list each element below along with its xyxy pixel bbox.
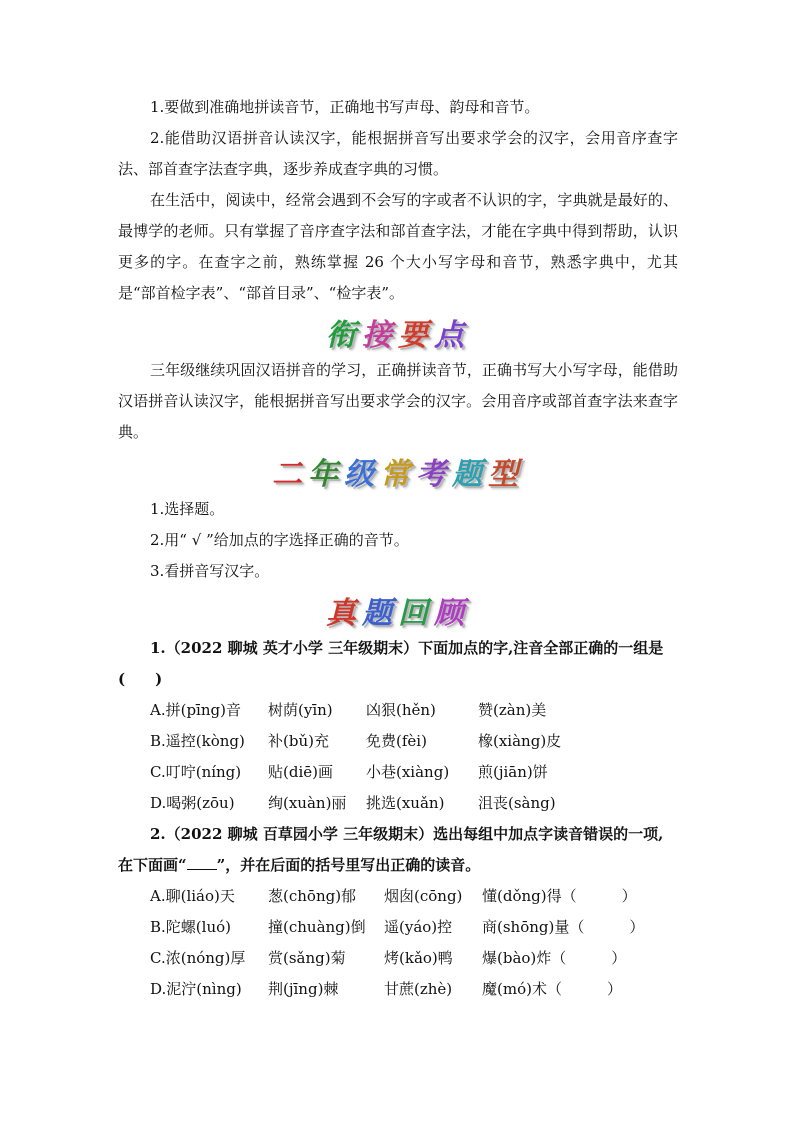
heading-text-1 xyxy=(326,310,470,354)
heading-char: 真 xyxy=(326,596,362,631)
option-cell: 贴(diē)画 xyxy=(268,763,333,781)
option-cell: 懂(dǒng)得（ ） xyxy=(482,887,637,905)
option-cell: 商(shōng)量（ ） xyxy=(482,918,645,936)
option-cell: C.叮咛(níng) xyxy=(150,763,242,781)
option-cell: 凶狠(hěn) xyxy=(366,701,436,719)
option-cell: 煎(jiān)饼 xyxy=(478,763,548,781)
heading-connection-points xyxy=(118,311,678,353)
heading-char: 二 xyxy=(272,457,308,492)
question-2-title xyxy=(118,819,678,881)
intro-paragraph: 在生活中，阅读中，经常会遇到不会写的字或者不认识的字，字典就是最好的、最博学的老师。只有掌握了音序查字法和部首查字法，才能在字典中得到帮助，认识更多的字。在查字之前，熟练掌握 26 个大小写字母和音节，熟悉字典中，尤其是“部首检字表”、“部首目录”、“检字表”。 xyxy=(118,191,678,302)
option-cell: 绚(xuàn)丽 xyxy=(268,794,347,812)
heading-past-exam-review xyxy=(118,589,678,631)
option-cell: 树荫(yīn) xyxy=(268,701,333,719)
heading-char: 年 xyxy=(308,457,344,492)
heading-common-question-types xyxy=(118,450,678,492)
option-cell: D.喝粥(zōu) xyxy=(150,794,235,812)
option-cell: D.泥泞(nìng) xyxy=(150,980,242,998)
connection-paragraph: 三年级继续巩固汉语拼音的学习，正确拼读音节，正确书写大小写字母，能借助汉语拼音认读汉字，能根据拼音写出要求学会的汉字。会用音序或部首查字法来查字典。 xyxy=(118,361,678,441)
option-cell: 免费(fèi) xyxy=(366,732,427,750)
underline-blank xyxy=(187,853,217,870)
type-item: 1.选择题。 xyxy=(150,500,225,518)
goal-2: 2.能借助汉语拼音认读汉字，能根据拼音写出要求学会的汉字，会用音序查字法、部首查字法查字典，逐步养成查字典的习惯。 xyxy=(118,129,678,178)
heading-text-2 xyxy=(272,449,524,493)
heading-char: 题 xyxy=(452,457,488,492)
option-cell: 烟囱(cōng) xyxy=(384,887,463,905)
question-1-option-c xyxy=(118,757,678,788)
question-2-title-b: ”，并在后面的括号里写出正确的读音。 xyxy=(216,856,481,874)
heading-char: 顾 xyxy=(434,596,470,631)
option-cell: 挑选(xuǎn) xyxy=(366,794,445,812)
heading-char: 要 xyxy=(398,318,434,353)
question-2-option-c xyxy=(118,943,678,974)
option-cell: 魔(mó)术（ ） xyxy=(482,980,622,998)
question-2-title-a: 2.（2022 聊城 百草园小学 三年级期末）选出每组中加点字读音错误的一项,在下面画“ xyxy=(118,825,664,874)
option-cell: 遥(yáo)控 xyxy=(384,918,453,936)
option-cell: 爆(bào)炸（ ） xyxy=(482,949,627,967)
option-cell: B.陀螺(luó) xyxy=(150,918,231,936)
option-cell: 烤(kǎo)鸭 xyxy=(384,949,453,967)
option-cell: 沮丧(sàng) xyxy=(478,794,556,812)
option-cell: 补(bǔ)充 xyxy=(268,732,329,750)
heading-char: 点 xyxy=(434,318,470,353)
question-2-option-d xyxy=(118,974,678,1005)
goal-1: 1.要做到准确地拼读音节，正确地书写声母、韵母和音节。 xyxy=(150,98,540,116)
option-cell: B.遥控(kòng) xyxy=(150,732,245,750)
heading-char: 接 xyxy=(362,318,398,353)
option-cell: 小巷(xiàng) xyxy=(366,763,450,781)
heading-char: 题 xyxy=(362,596,398,631)
question-1-option-b xyxy=(118,726,678,757)
option-cell: 甘蔗(zhè) xyxy=(384,980,453,998)
document-page xyxy=(118,92,678,1005)
option-cell: 葱(chōng)郁 xyxy=(268,887,357,905)
option-cell: 赞(zàn)美 xyxy=(478,701,547,719)
heading-char: 级 xyxy=(344,457,380,492)
option-cell: 荆(jīng)棘 xyxy=(268,980,339,998)
option-cell: 橡(xiàng)皮 xyxy=(478,732,562,750)
type-item: 3.看拼音写汉字。 xyxy=(150,562,270,580)
option-cell: 撞(chuàng)倒 xyxy=(268,918,366,936)
question-2-option-b xyxy=(118,912,678,943)
question-1-title: 1.（2022 聊城 英才小学 三年级期末）下面加点的字,注音全部正确的一组是( ) xyxy=(118,639,664,688)
option-cell: A.聊(liáo)天 xyxy=(150,887,235,905)
question-1-option-a xyxy=(118,695,678,726)
heading-char: 常 xyxy=(380,457,416,492)
heading-char: 衔 xyxy=(326,318,362,353)
heading-char: 考 xyxy=(416,457,452,492)
heading-text-3 xyxy=(326,588,470,632)
option-cell: C.浓(nóng)厚 xyxy=(150,949,246,967)
heading-char: 型 xyxy=(488,457,524,492)
option-cell: 赏(sǎng)菊 xyxy=(268,949,346,967)
option-cell: A.拼(pīng)音 xyxy=(150,701,241,719)
type-item: 2.用“ √ ”给加点的字选择正确的音节。 xyxy=(150,531,409,549)
question-2-option-a xyxy=(118,881,678,912)
heading-char: 回 xyxy=(398,596,434,631)
question-1-option-d xyxy=(118,788,678,819)
